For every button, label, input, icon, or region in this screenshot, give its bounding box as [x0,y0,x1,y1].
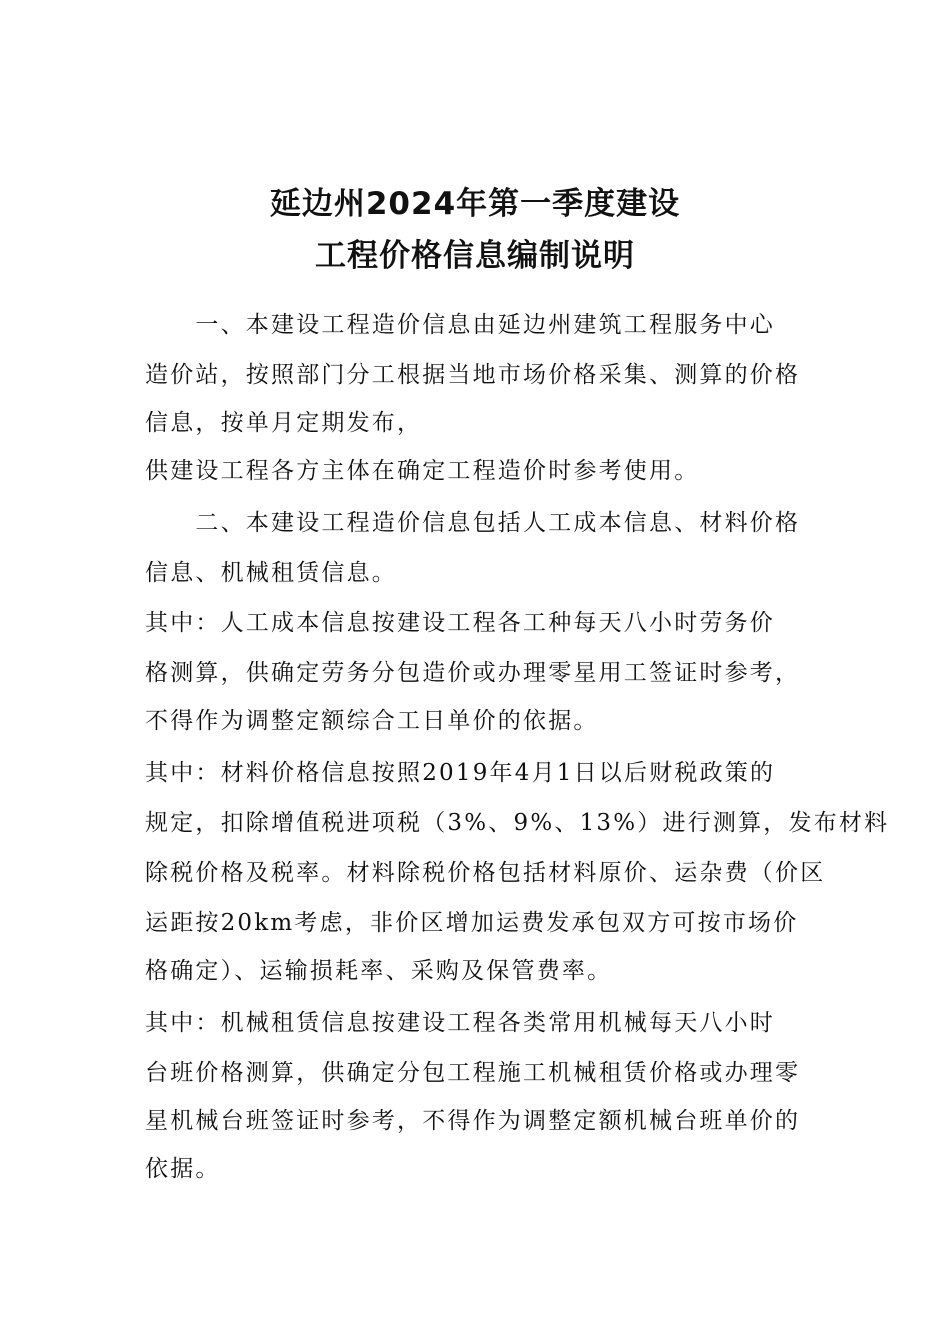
body-line: 运距按20km考虑，非价区增加运费发承包双方可按市场价 [145,910,799,936]
body-line: 不得作为调整定额综合工日单价的依据。 [145,708,599,734]
body-line: 其中：机械租赁信息按建设工程各类常用机械每天八小时 [145,1010,775,1036]
body-line: 二、本建设工程造价信息包括人工成本信息、材料价格 [145,510,801,536]
body-line: 依据。 [145,1156,221,1182]
body-line: 其中：材料价格信息按照2019年4月1日以后财税政策的 [145,760,776,786]
body-line: 格确定）、运输损耗率、采购及保管费率。 [145,958,613,984]
body-line: 台班价格测算，供确定分包工程施工机械租赁价格或办理零 [145,1060,801,1086]
body-line: 信息、机械租赁信息。 [145,560,397,586]
body-line: 星机械台班签证时参考，不得作为调整定额机械台班单价的 [145,1108,801,1134]
body-line: 造价站，按照部门分工根据当地市场价格采集、测算的价格 [145,362,801,388]
document-title-line-2: 工程价格信息编制说明 [315,238,635,274]
body-line: 规定，扣除增值税进项税（3%、9%、13%）进行测算，发布材料 [145,810,890,836]
body-line: 格测算，供确定劳务分包造价或办理零星用工签证时参考， [145,660,801,686]
body-line: 除税价格及税率。材料除税价格包括材料原价、运杂费（价区 [145,860,826,886]
document-title-line-1: 延边州2024年第一季度建设 [269,186,681,222]
body-line: 供建设工程各方主体在确定工程造价时参考使用。 [145,458,700,484]
body-line: 一、本建设工程造价信息由延边州建筑工程服务中心 [145,312,775,338]
body-line: 其中：人工成本信息按建设工程各工种每天八小时劳务价 [145,610,775,636]
body-line: 信息，按单月定期发布， [145,410,423,436]
